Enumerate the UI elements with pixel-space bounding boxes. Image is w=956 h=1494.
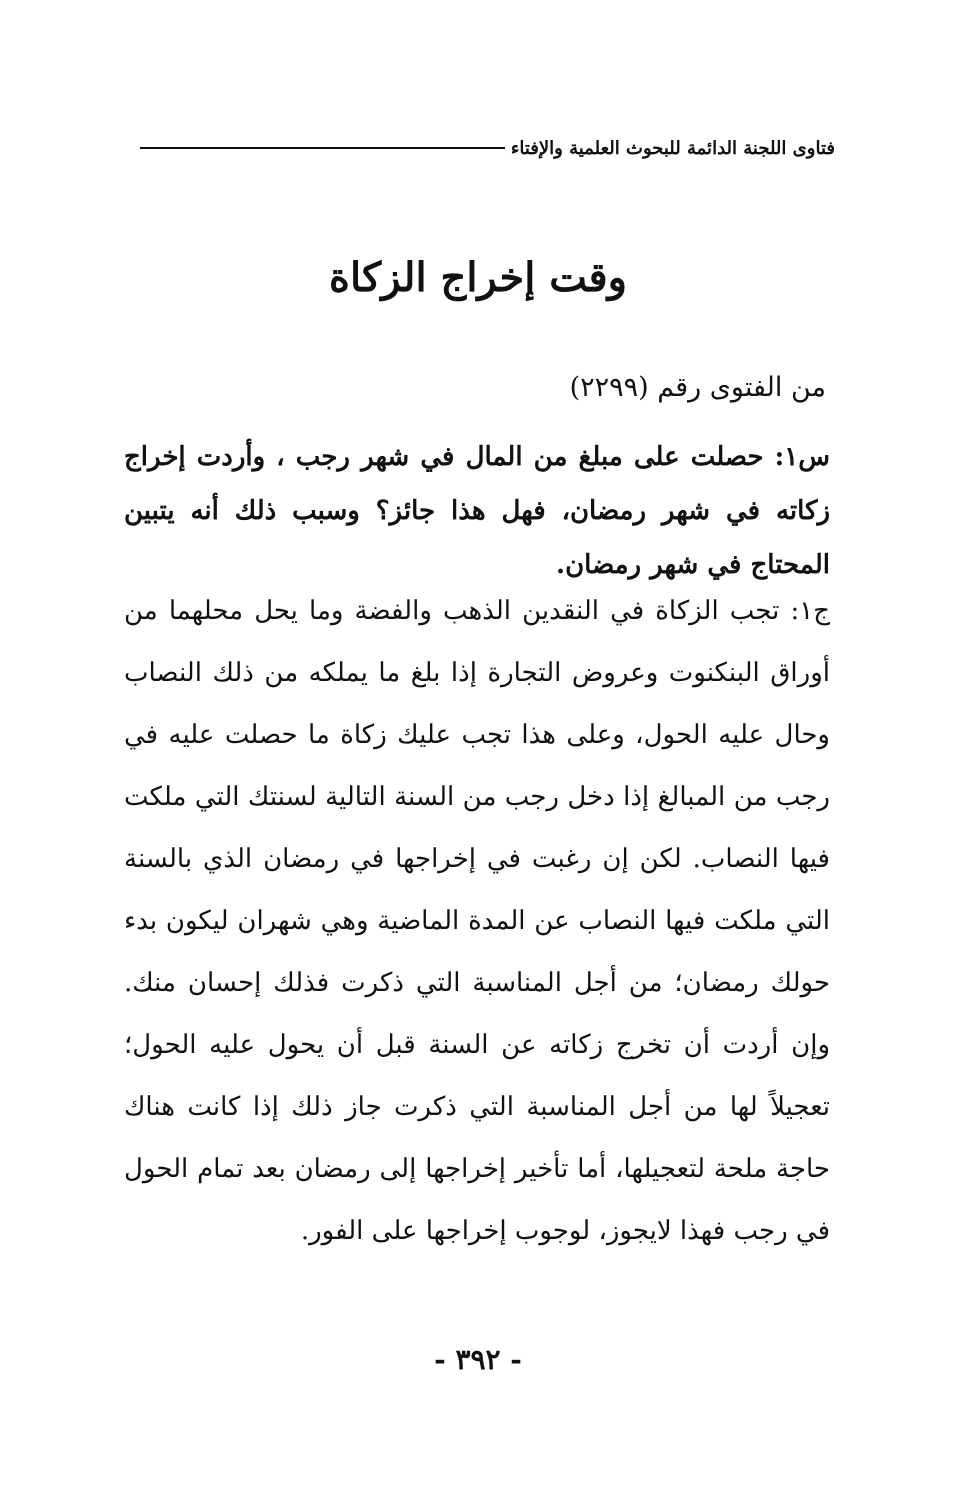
running-header — [140, 136, 835, 160]
page-number: - ٣٩٢ - — [434, 1343, 522, 1376]
answer-paragraph: ج١: تجب الزكاة في النقدين الذهب والفضة وما يحل محلهما من أوراق البنكنوت وعروض التجارة إذا بلغ ما يملكه من ذلك النصاب وحال عليه الحول، وعلى هذا تجب عليك زكاة ما حصلت عليه في رجب من المبالغ إذا دخل رجب من السنة التالية لسنتك التي ملكت فيها النصاب. لكن إن رغبت في إخراجها في رمضان الذي بالسنة التي ملكت فيها النصاب عن المدة الماضية وهي شهران ليكون بدء حولك رمضان؛ من أجل المناسبة التي ذكرت فذلك إحسان منك. وإن أردت أن تخرج زكاته عن السنة قبل أن يحول عليه الحول؛ تعجيلاً لها من أجل المناسبة التي ذكرت جاز ذلك إذا كانت هناك حاجة ملحة لتعجيلها، أما تأخير إخراجها إلى رمضان بعد تمام الحول في رجب فهذا لايجوز، لوجوب إخراجها على الفور. — [124, 596, 831, 1246]
question-paragraph: س١: حصلت على مبلغ من المال في شهر رجب ، وأردت إخراج زكاته في شهر رمضان، فهل هذا جائز؟ وسبب ذلك أنه يتبين المحتاج في شهر رمضان. — [124, 442, 830, 580]
header-rule — [140, 147, 505, 149]
page-title: وقت إخراج الزكاة — [329, 254, 627, 301]
fatwa-reference: من الفتوى رقم (٢٢٩٩) — [569, 372, 826, 403]
running-title: فتاوى اللجنة الدائمة للبحوث العلمية والإفتاء — [510, 137, 835, 159]
